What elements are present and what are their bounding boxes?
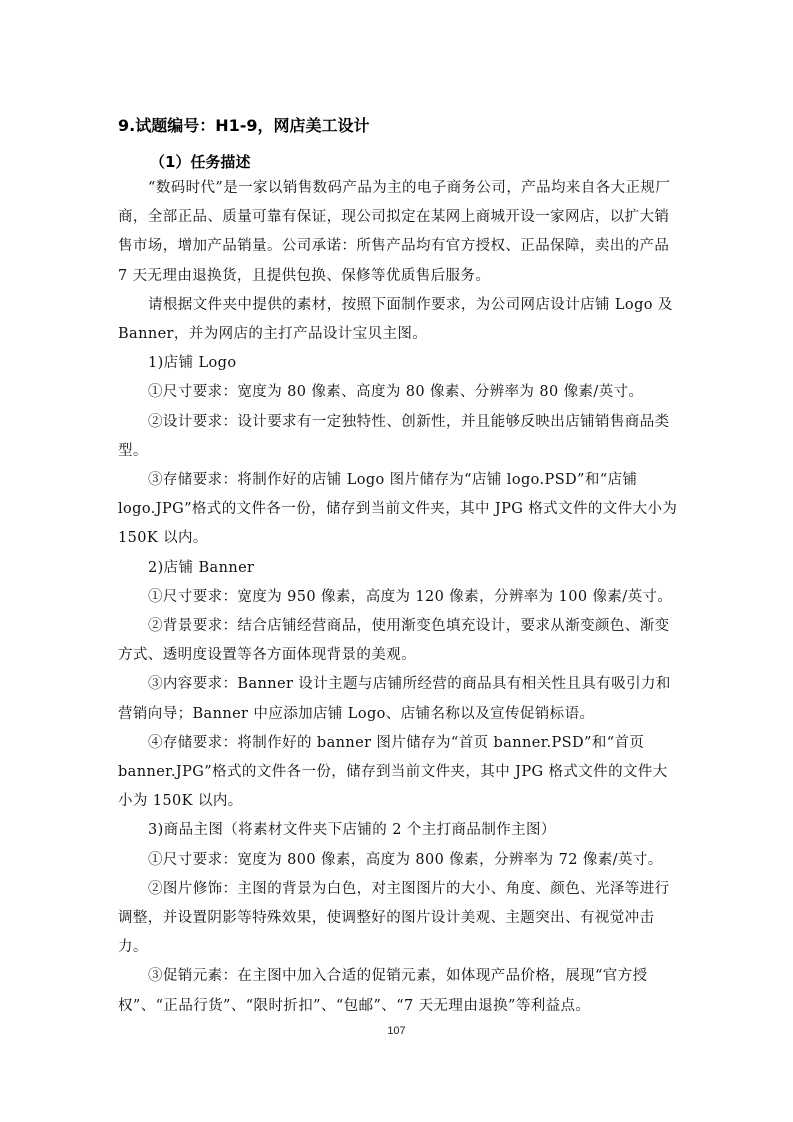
section-heading: 9.试题编号：H1-9，网店美工设计 [118, 116, 370, 135]
body-text [118, 174, 678, 1021]
banner-size-requirement: ①尺寸要求：宽度为 950 像素，高度为 120 像素，分辨率为 100 像素/英寸。 [148, 588, 673, 605]
logo-design-requirement: ②设计要求：设计要求有一定独特性、创新性，并且能够反映出店铺销售商品类型。 [118, 413, 670, 459]
paragraph-intro: “数码时代”是一家以销售数码产品为主的电子商务公司，产品均来自各大正规厂商，全部正品、质量可靠有保证，现公司拟定在某网上商城开设一家网店，以扩大销售市场，增加产品销量。公司承诺：所售产品均有官方授权、正品保障，卖出的产品 7 天无理由退换货，且提供包换、保修等优质售后服务。 [118, 180, 671, 284]
main-image-size-requirement: ①尺寸要求：宽度为 800 像素，高度为 800 像素，分辨率为 72 像素/英寸。 [148, 851, 663, 868]
banner-content-requirement: ③内容要求：Banner 设计主题与店铺所经营的商品具有相关性且具有吸引力和营销向导；Banner 中应添加店铺 Logo、店铺名称以及宣传促销标语。 [118, 676, 671, 722]
logo-size-requirement: ①尺寸要求：宽度为 80 像素、高度为 80 像素、分辨率为 80 像素/英寸。 [148, 384, 644, 401]
task-description-heading: （1）任务描述 [150, 153, 251, 171]
main-image-promo-requirement: ③促销元素：在主图中加入合适的促销元素，如体现产品价格，展现“官方授权”、“正品行货”、“限时折扣”、“包邮”、“7 天无理由退换”等利益点。 [118, 968, 648, 1014]
banner-background-requirement: ②背景要求：结合店铺经营商品，使用渐变色填充设计，要求从渐变颜色、渐变方式、透明度设置等各方面体现背景的美观。 [118, 618, 670, 664]
paragraph-instructions: 请根据文件夹中提供的素材，按照下面制作要求，为公司网店设计店铺 Logo 及 Banner，并为网店的主打产品设计宝贝主图。 [118, 296, 673, 343]
section-main-image-title: 3)商品主图（将素材文件夹下店铺的 2 个主打商品制作主图） [148, 822, 556, 839]
banner-storage-requirement: ④存储要求：将制作好的 banner 图片储存为“首页 banner.PSD”和“首页 banner.JPG”格式的文件各一份，储存到当前文件夹，其中 JPG 格式文件的文件大小为 150K 以内。 [118, 734, 668, 810]
section-banner-title: 2)店铺 Banner [148, 559, 255, 576]
main-image-retouch-requirement: ②图片修饰：主图的背景为白色，对主图图片的大小、角度、颜色、光泽等进行调整，并设置阴影等特殊效果，使调整好的图片设计美观、主题突出、有视觉冲击力。 [118, 880, 670, 956]
logo-storage-requirement: ③存储要求：将制作好的店铺 Logo 图片储存为“店铺 logo.PSD”和“店铺 logo.JPG”格式的文件各一份，储存到当前文件夹，其中 JPG 格式文件的文件大小为 150K 以内。 [118, 472, 678, 547]
page-number: 107 [387, 1025, 406, 1037]
section-logo-title: 1)店铺 Logo [148, 355, 237, 372]
